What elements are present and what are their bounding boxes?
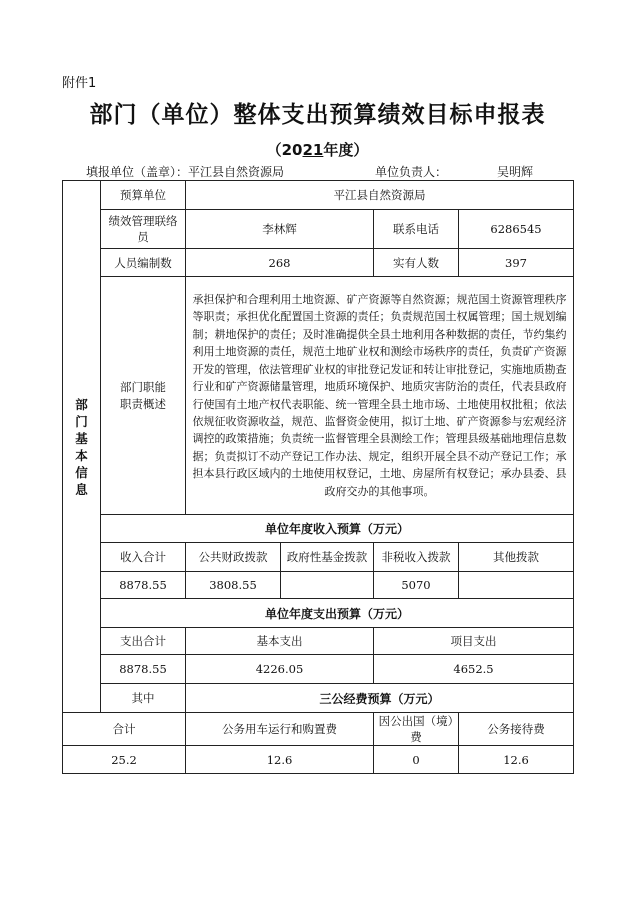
section-label-text: 部门基本信息 xyxy=(75,396,88,497)
year-prefix: 20 xyxy=(281,141,303,159)
contact-value: 李林辉 xyxy=(186,210,374,249)
staff-quota-value: 268 xyxy=(186,249,374,277)
row-staff xyxy=(63,249,574,277)
income-header-non-tax: 非税收入拨款 xyxy=(374,543,459,572)
page-title: 部门（单位）整体支出预算绩效目标申报表 xyxy=(89,101,546,128)
expenditure-header-total: 支出合计 xyxy=(101,628,186,655)
three-public-header-vehicles: 公务用车运行和购置费 xyxy=(186,713,374,746)
budget-unit-value: 平江县自然资源局 xyxy=(186,181,574,210)
row-three-public-headers xyxy=(63,713,574,746)
three-public-header-overseas: 因公出国（境）费 xyxy=(374,713,459,746)
row-contact xyxy=(63,210,574,249)
phone-value: 6286545 xyxy=(459,210,574,249)
row-income-headers xyxy=(63,543,574,572)
expenditure-header-project: 项目支出 xyxy=(374,628,574,655)
expenditure-value-basic: 4226.05 xyxy=(186,655,374,684)
row-expenditure-headers xyxy=(63,628,574,655)
three-public-value-total: 25.2 xyxy=(63,746,186,774)
row-three-public-values xyxy=(63,746,574,774)
income-header-public-finance: 公共财政拨款 xyxy=(186,543,281,572)
contact-label xyxy=(101,210,186,249)
row-three-public-heading xyxy=(63,684,574,713)
attachment-label: 附件1 xyxy=(62,76,97,91)
income-value-gov-fund xyxy=(281,572,374,599)
row-budget-unit xyxy=(63,181,574,210)
row-income-heading xyxy=(63,515,574,543)
expenditure-value-total: 8878.55 xyxy=(101,655,186,684)
expenditure-value-project: 4652.5 xyxy=(374,655,574,684)
section-label-basic-info xyxy=(63,181,101,713)
income-header-gov-fund: 政府性基金拨款 xyxy=(281,543,374,572)
row-expenditure-heading xyxy=(63,599,574,628)
three-public-header-reception: 公务接待费 xyxy=(459,713,574,746)
unit-head-value: 吴明辉 xyxy=(497,165,534,179)
three-public-header-total: 合计 xyxy=(63,713,186,746)
actual-staff-label: 实有人数 xyxy=(374,249,459,277)
budget-unit-label: 预算单位 xyxy=(101,181,186,210)
year-underlined: 21 xyxy=(302,141,324,159)
duties-label-text: 部门职能职责概述 xyxy=(120,379,166,411)
staff-quota-label: 人员编制数 xyxy=(101,249,186,277)
three-public-heading: 三公经费预算（万元） xyxy=(186,684,574,713)
year-label xyxy=(0,139,635,160)
row-duties xyxy=(63,277,574,515)
income-header-other: 其他拨款 xyxy=(459,543,574,572)
contact-label-text: 绩效管理联络员 xyxy=(108,214,178,244)
expenditure-heading: 单位年度支出预算（万元） xyxy=(101,599,574,628)
year-open: （ xyxy=(266,141,282,159)
income-value-public-finance: 3808.55 xyxy=(186,572,281,599)
row-income-values xyxy=(63,572,574,599)
row-expenditure-values xyxy=(63,655,574,684)
income-value-non-tax: 5070 xyxy=(374,572,459,599)
actual-staff-value: 397 xyxy=(459,249,574,277)
duties-label xyxy=(101,277,186,515)
income-value-other xyxy=(459,572,574,599)
year-suffix: 年度） xyxy=(323,141,369,159)
income-header-total: 收入合计 xyxy=(101,543,186,572)
income-value-total: 8878.55 xyxy=(101,572,186,599)
filing-unit xyxy=(86,163,284,180)
filing-unit-value: 平江县自然资源局 xyxy=(188,165,285,179)
expenditure-header-basic: 基本支出 xyxy=(186,628,374,655)
three-public-value-overseas: 0 xyxy=(374,746,459,774)
duties-description: 承担保护和合理利用土地资源、矿产资源等自然资源；规范国土资源管理秩序等职责；承担优化配置国土资源的责任；负责规范国土权属管理；国土规划编制；耕地保护的责任；及时准确提供全县土地利用各种数据的责任，节约集约利用土地资源的责任，规范土地矿业权和测绘市场秩序的责任，负责矿产资源开发的管理，依法管理矿业权的审批登记发证和转让审批登记，实施地质勘查行业和矿产资源储量管理，地质环境保护、地质灾害防治的责任，代表县政府行使国有土地产权代表职能、统一管理全县土地市场、土地使用权批租；依法依规征收资源收益，规范、监督资金使用，拟订土地、矿产资源参与宏观经济调控的政策措施；负责统一监督管理全县测绘工作；管理县级基础地理信息数据；负责拟订不动产登记工作办法、规定，组织开展全县不动产登记工作；承担本县行政区域内的土地使用权登记，土地、房屋所有权登记；承办县委、县政府交办的其他事项。 xyxy=(186,277,574,515)
budget-form-table xyxy=(62,180,574,774)
phone-label: 联系电话 xyxy=(374,210,459,249)
among-label: 其中 xyxy=(101,684,186,713)
three-public-value-vehicles: 12.6 xyxy=(186,746,374,774)
three-public-value-reception: 12.6 xyxy=(459,746,574,774)
filing-unit-label: 填报单位（盖章）： xyxy=(86,165,189,179)
income-heading: 单位年度收入预算（万元） xyxy=(101,515,574,543)
unit-head-label: 单位负责人： xyxy=(375,165,448,179)
